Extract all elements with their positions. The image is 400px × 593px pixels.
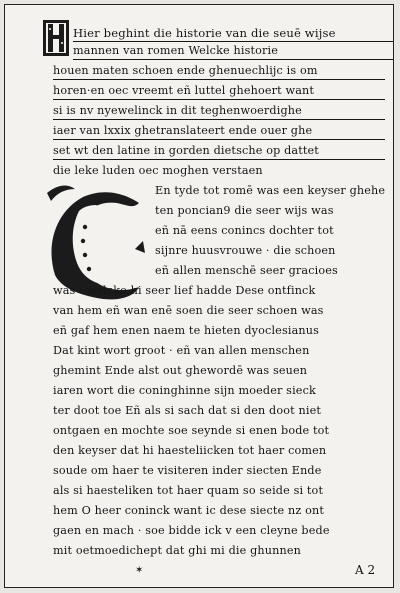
text-line-1: Hier beghint die historie van die seuē wijse	[73, 25, 393, 42]
text-line-10: ten poncian9 die seer wijs was	[155, 204, 334, 217]
decorated-initial-h-icon	[43, 20, 69, 56]
signature-mark: A 2	[355, 563, 376, 577]
text-line-19: iaren wort die coninghinne sijn moeder sieck	[53, 384, 316, 397]
text-line-2: mannen van romen Welcke historie	[73, 43, 393, 60]
text-line-4: horen·en oec vreemt eñ luttel ghehoert want	[53, 83, 385, 100]
ornament-icon: ✶	[135, 565, 144, 576]
text-line-6: iaer van lxxix ghetranslateert ende ouer ghe	[53, 123, 385, 140]
text-line-18: ghemint Ende alst out ghewordē was seuen	[53, 364, 308, 377]
text-line-3: houen maten schoen ende ghenuechlijc is om	[53, 63, 385, 80]
text-line-15: van hem eñ wan enē soen die seer schoen was	[53, 304, 324, 317]
text-line-27: mit oetmoedichept dat ghi mi die ghunnen	[53, 544, 301, 557]
text-line-7: set wt den latine in gorden dietsche op dattet	[53, 143, 385, 160]
text-line-9: En tyde tot romē was een keyser ghehe	[155, 184, 386, 197]
text-line-14: was · welcke hi seer lief hadde Dese ontfinck	[53, 284, 316, 297]
text-line-11: eñ nā eens conincs dochter tot	[155, 224, 334, 237]
text-line-23: soude om haer te visiteren inder siecten Ende	[53, 464, 322, 477]
text-line-24: als si haesteliken tot haer quam so seide si tot	[53, 484, 324, 497]
text-line-13: eñ allen menschē seer gracioes	[155, 264, 338, 277]
book-page	[4, 4, 394, 588]
text-line-21: ontgaen en mochte soe seynde si enen bode tot	[53, 424, 330, 437]
text-line-12: sijnre huusvrouwe · die schoen	[155, 244, 336, 257]
text-line-5: si is nv nyewelinck in dit teghenwoerdighe	[53, 103, 385, 120]
text-line-25: hem O heer coninck want ic dese siecte nz ont	[53, 504, 324, 517]
text-line-16: eñ gaf hem enen naem te hieten dyoclesianus	[53, 324, 319, 337]
text-line-26: gaen en mach · soe bidde ick v een cleyne bede	[53, 524, 330, 537]
text-line-20: ter doot toe Eñ als si sach dat si den doot niet	[53, 404, 321, 417]
text-line-17: Dat kint wort groot · eñ van allen menschen	[53, 344, 310, 357]
text-line-8: die leke luden oec moghen verstaen	[53, 164, 263, 177]
text-line-22: den keyser dat hi haesteliicken tot haer comen	[53, 444, 327, 457]
